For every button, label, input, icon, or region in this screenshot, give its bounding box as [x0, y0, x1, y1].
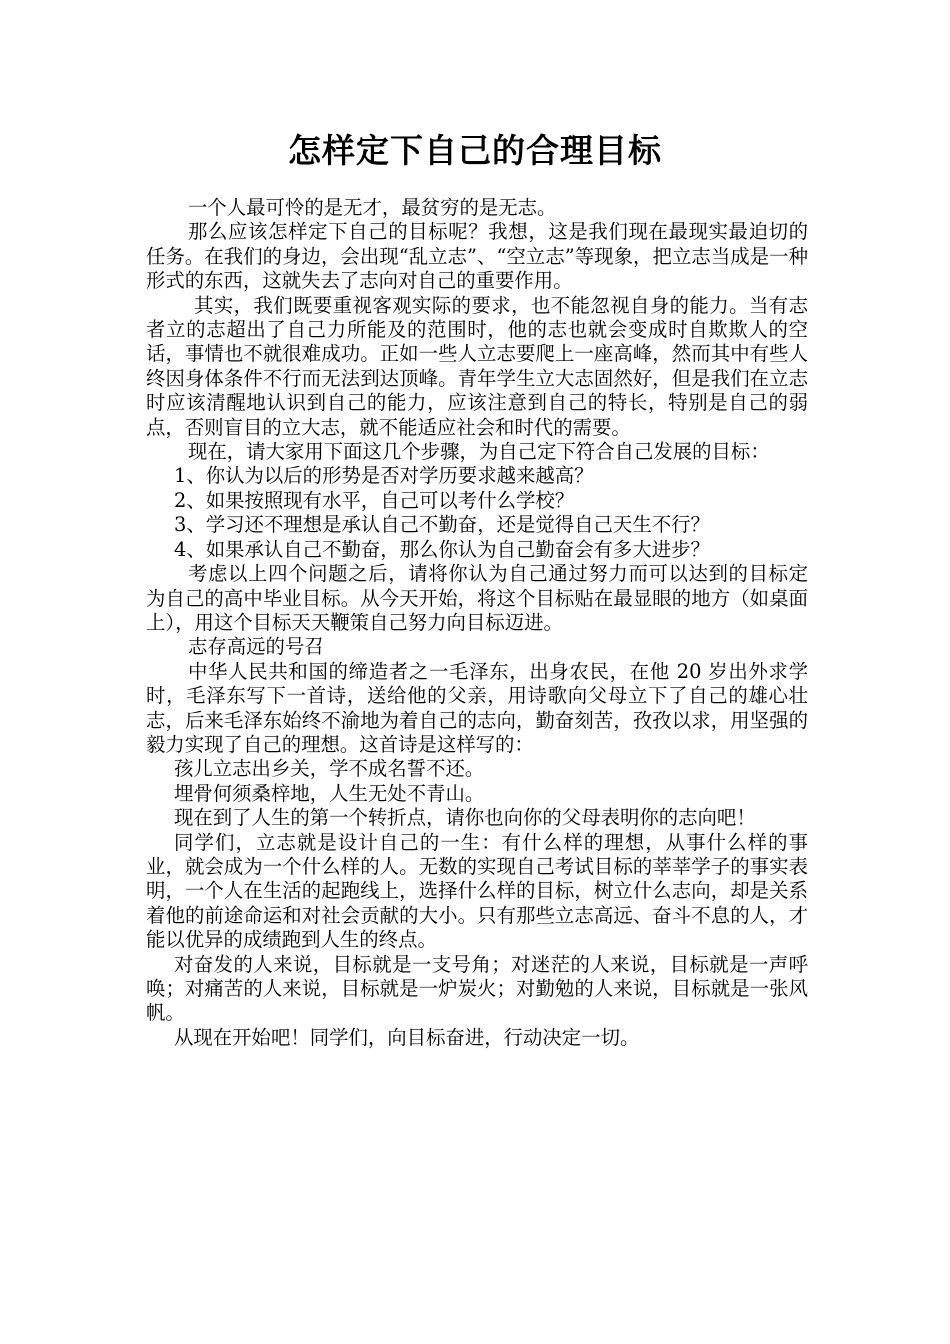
paragraph: 那么应该怎样定下自己的目标呢？我想，这是我们现在最现实最迫切的任务。在我们的身边，会出现“乱立志”、“空立志”等现象，把立志当成是一种形式的东西，这就失去了志向对自己的重要作用。 [146, 220, 808, 293]
section-heading: 志存高远的号召 [188, 635, 324, 659]
paragraph: 考虑以上四个问题之后，请将你认为自己通过努力而可以达到的目标定为自己的高中毕业目标。从今天开始，将这个目标贴在最显眼的地方（如桌面上），用这个目标天天鞭策自己努力向目标迈进。 [146, 562, 808, 634]
paragraph: 从现在开始吧！同学们，向目标奋进，行动决定一切。 [174, 1025, 640, 1049]
list-item: 3、学习还不理想是承认自己不勤奋，还是觉得自己天生不行？ [174, 513, 710, 537]
paragraph: 现在，请大家用下面这几个步骤，为自己定下符合自己发展的目标： [188, 440, 770, 464]
page-title: 怎样定下自己的合理目标 [288, 131, 662, 170]
poem-line: 孩儿立志出乡关，学不成名誓不还。 [174, 757, 485, 781]
paragraph: 现在到了人生的第一个转折点，请你也向你的父母表明你的志向吧！ [174, 806, 756, 830]
list-item: 2、如果按照现有水平，自己可以考什么学校？ [174, 488, 575, 512]
poem-line: 埋骨何须桑梓地，人生无处不青山。 [174, 781, 485, 805]
paragraph: 中华人民共和国的缔造者之一毛泽东，出身农民，在他 20 岁出外求学时，毛泽东写下一首诗，送给他的父亲，用诗歌向父母立下了自己的雄心壮志，后来毛泽东始终不渝地为着自己的志向，勤奋刻苦，孜孜以求，用坚强的毅力实现了自己的理想。这首诗是这样写的： [146, 659, 808, 756]
paragraph: 一个人最可怜的是无才，最贫穷的是无志。 [188, 196, 557, 219]
paragraph: 对奋发的人来说，目标就是一支号角；对迷茫的人来说，目标就是一声呼唤；对痛苦的人来说，目标就是一炉炭火；对勤勉的人来说，目标就是一张风帆。 [146, 952, 808, 1025]
document-body [146, 196, 808, 1050]
list-item: 1、你认为以后的形势是否对学历要求越来越高？ [174, 464, 594, 488]
list-item: 4、如果承认自己不勤奋，那么你认为自己勤奋会有多大进步？ [174, 537, 710, 561]
paragraph: 同学们，立志就是设计自己的一生：有什么样的理想，从事什么样的事业，就会成为一个什么样的人。无数的实现自己考试目标的莘莘学子的事实表明，一个人在生活的起跑线上，选择什么样的目标，树立什么志向，却是关系着他的前途命运和对社会贡献的大小。只有那些立志高远、奋斗不息的人，才能以优异的成绩跑到人生的终点。 [146, 830, 808, 952]
paragraph: 其实，我们既要重视客观实际的要求，也不能忽视自身的能力。当有志者立的志超出了自己力所能及的范围时，他的志也就会变成时自欺欺人的空话，事情也不就很难成功。正如一些人立志要爬上一座高峰，然而其中有些人终因身体条件不行而无法到达顶峰。青年学生立大志固然好，但是我们在立志时应该清醒地认识到自己的能力，应该注意到自己的特长，特别是自己的弱点，否则盲目的立大志，就不能适应社会和时代的需要。 [146, 293, 808, 439]
